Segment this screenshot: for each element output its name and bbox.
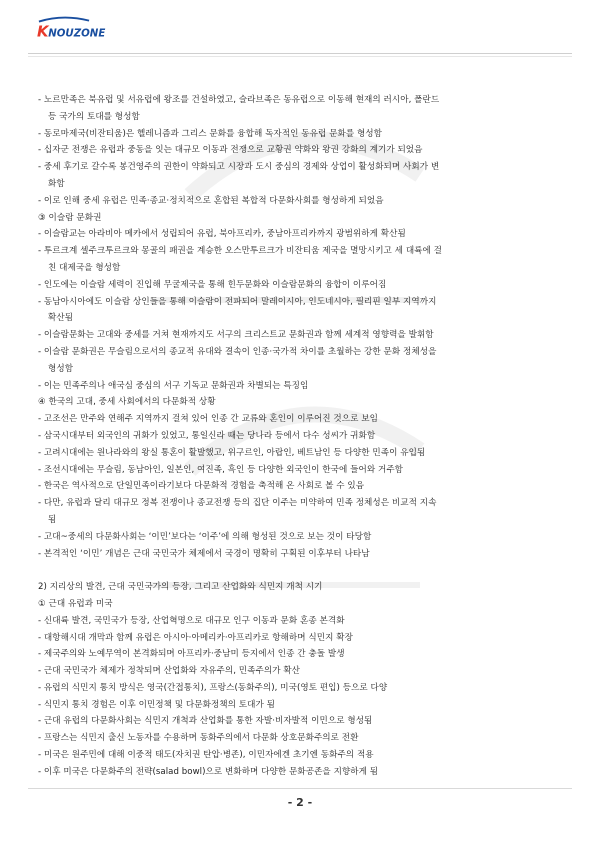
- text-line: - 중세 후기로 갈수록 봉건영주의 권한이 약화되고 시장과 도시 중심의 경제와 상업이 활성화되며 사회가 변: [38, 162, 440, 173]
- text-line: 됨: [48, 514, 57, 525]
- text-line: - 제국주의와 노예무역이 본격화되며 아프리카·중남미 등지에서 인종 간 충돌 발생: [38, 649, 345, 660]
- text-line: - 고려시대에는 원나라와의 왕실 통혼이 활발했고, 위구르인, 아랍인, 베트남인 등 다양한 민족이 유입됨: [38, 447, 426, 458]
- text-line: - 고대~중세의 다문화사회는 ‘이민’보다는 ‘이주’에 의해 형성된 것으로 보는 것이 타당함: [38, 531, 372, 542]
- text-line: - 삼국시대부터 외국인의 귀화가 있었고, 통일신라 때는 당나라 등에서 다수 성씨가 귀화함: [38, 430, 376, 441]
- knouzone-logo: [32, 16, 122, 42]
- text-line: 화함: [48, 178, 65, 189]
- footer-divider: [28, 788, 572, 789]
- text-line: - 근대 국민국가 체제가 정착되며 산업화와 자유주의, 민족주의가 확산: [38, 666, 301, 677]
- text-line: - 이슬람교는 아라비아 메카에서 성립되어 유럽, 북아프리카, 중남아프리카까지 광범위하게 확산됨: [38, 229, 406, 240]
- text-line: ③ 이슬람 문화권: [38, 212, 102, 223]
- text-line: - 동남아시아에도 이슬람 상인들을 통해 이슬람이 전파되어 말레이시아, 인도네시아, 필리핀 일부 지역까지: [38, 296, 437, 307]
- text-line: - 고조선은 만주와 연해주 지역까지 걸쳐 있어 인종 간 교류와 혼인이 이루어진 것으로 보임: [38, 414, 378, 425]
- text-line: - 조선시대에는 무슬림, 동남아인, 일본인, 여진족, 흑인 등 다양한 외국인이 한국에 들어와 거주함: [38, 464, 404, 475]
- text-line: 등 국가의 토대를 형성함: [48, 111, 140, 122]
- text-line: - 유럽의 식민지 통치 방식은 영국(간접통치), 프랑스(동화주의), 미국(영토 편입) 등으로 다양: [38, 682, 388, 693]
- svg-text:K: K: [37, 22, 49, 41]
- document-body: [38, 92, 566, 781]
- text-line: - 투르크계 셀주크투르크와 몽골의 패권을 계승한 오스만투르크가 비잔티움 제국을 멸망시키고 세 대륙에 걸: [38, 246, 443, 257]
- text-line: - 신대륙 발견, 국민국가 등장, 산업혁명으로 대규모 인구 이동과 문화 혼종 본격화: [38, 615, 345, 626]
- text-line: 2) 지리상의 발견, 근대 국민국가의 등장, 그리고 산업화와 식민지 개척 시기: [38, 582, 323, 593]
- text-line: - 근대 유럽의 다문화사회는 식민지 개척과 산업화를 통한 자발·비자발적 이민으로 형성됨: [38, 716, 373, 727]
- blank-line: [38, 562, 566, 579]
- text-line: 형성함: [48, 363, 74, 374]
- text-line: - 미국은 원주민에 대해 이중적 태도(자치권 탄압·병존), 이민자에겐 초기엔 동화주의 적용: [38, 750, 374, 761]
- text-line: ④ 한국의 고대, 중세 사회에서의 다문화적 상황: [38, 397, 216, 408]
- text-line: - 한국은 역사적으로 단일민족이라기보다 다문화적 경험을 축적해 온 사회로 볼 수 있음: [38, 481, 365, 492]
- text-line: - 노르만족은 북유럽 및 서유럽에 왕조를 건설하였고, 슬라브족은 동유럽으로 이동해 현재의 러시아, 폴란드: [38, 95, 440, 105]
- text-line: ① 근대 유럽과 미국: [38, 598, 113, 609]
- text-line: - 이슬람문화는 고대와 중세를 거쳐 현재까지도 서구의 크리스트교 문화권과 함께 세계적 영향력을 발휘함: [38, 330, 434, 341]
- text-line: - 인도에는 이슬람 세력이 진입해 무굴제국을 통해 힌두문화와 이슬람문화의 융합이 이루어짐: [38, 279, 387, 290]
- header-divider: [28, 53, 572, 54]
- text-line: - 다만, 유럽과 달리 대규모 정복 전쟁이나 종교전쟁 등의 집단 이주는 미약하여 민족 정체성은 비교적 지속: [38, 498, 437, 509]
- text-line: - 프랑스는 식민지 출신 노동자를 수용하며 동화주의에서 다문화 상호문화주의로 전환: [38, 733, 359, 744]
- text-line: 확산됨: [48, 313, 74, 324]
- text-line: - 이로 인해 중세 유럽은 민족·종교·정치적으로 혼합된 복합적 다문화사회를 형성하게 되었음: [38, 195, 384, 206]
- text-line: - 식민지 통치 경험은 이후 이민정책 및 다문화정책의 토대가 됨: [38, 699, 275, 710]
- text-line: - 이후 미국은 다문화주의 전략(salad bowl)으로 변화하며 다양한 문화공존을 지향하게 됨: [38, 766, 379, 777]
- text-line: 친 대제국을 형성함: [48, 262, 121, 273]
- text-line: - 십자군 전쟁은 유럽과 중동을 잇는 대규모 이동과 전쟁으로 교황권 약화와 왕권 강화의 계기가 되었음: [38, 145, 423, 156]
- svg-text:NOUZONE: NOUZONE: [48, 28, 106, 40]
- text-line: - 이슬람 문화권은 무슬림으로서의 종교적 유대와 결속이 인종·국가적 차이를 초월하는 강한 문화 정체성을: [38, 346, 437, 357]
- text-line: - 대항해시대 개막과 함께 유럽은 아시아·아메리카·아프리카로 항해하며 식민지 확장: [38, 632, 353, 643]
- text-line: - 동로마제국(비잔티움)은 헬레니즘과 그리스 문화를 융합해 독자적인 동유럽 문화를 형성함: [38, 128, 383, 139]
- page-number: - 2 -: [287, 796, 313, 809]
- text-line: - 이는 민족주의나 애국심 중심의 서구 기독교 문화권과 차별되는 특징임: [38, 380, 309, 391]
- text-line: - 본격적인 ‘이민’ 개념은 근대 국민국가 체제에서 국경이 명확히 구획된 이후부터 나타남: [38, 548, 370, 559]
- header-divider-secondary: [28, 56, 572, 57]
